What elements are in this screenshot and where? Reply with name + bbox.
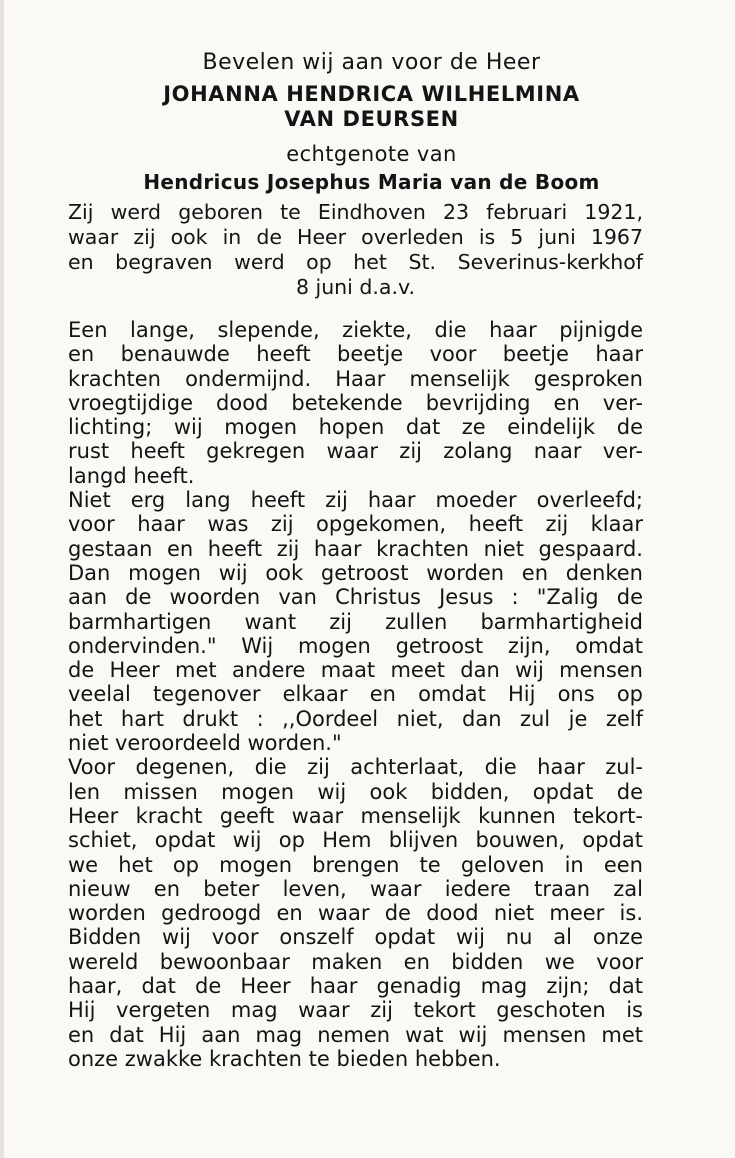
body-line: ondervinden." Wij mogen getroost zijn, omdat (68, 633, 643, 658)
body-line: Een lange, slepende, ziekte, die haar pijnigde (68, 318, 643, 342)
body-line: voor haar was zij opgekomen, heeft zij klaar (68, 512, 643, 537)
body-line: veelal tegenover elkaar en omdat Hij ons op (68, 682, 643, 707)
body-text (68, 318, 643, 1071)
body-line: onze zwakke krachten te bieden hebben. (68, 1046, 501, 1071)
dates-line: en begraven werd op het St. Severinus-kerkhof (68, 250, 643, 274)
body-line: krachten ondermijnd. Haar menselijk gesproken (68, 366, 643, 391)
body-line: en dat Hij aan mag nemen wat wij mensen met (68, 1022, 643, 1047)
body-line: haar, dat de Heer haar genadig mag zijn; dat (68, 974, 643, 999)
deceased-name-line-1: JOHANNA HENDRICA WILHELMINA (163, 82, 580, 106)
body-line: nieuw en beter leven, waar iedere traan zal (68, 876, 643, 901)
body-line: Niet erg lang heeft zij haar moeder overleefd; (68, 488, 643, 513)
deceased-name (4, 82, 735, 132)
body-line: langd heeft. (68, 463, 195, 488)
dates-line: 8 juni d.a.v. (295, 275, 416, 299)
dates-line: Zij werd geboren te Eindhoven 23 februari 1921, (68, 200, 643, 224)
body-line: we het op mogen brengen te geloven in een (68, 852, 643, 877)
body-line: Bidden wij voor onszelf opdat wij nu al onze (68, 925, 643, 950)
dates-paragraph (68, 200, 643, 300)
body-line: schiet, opdat wij op Hem blijven bouwen, opdat (68, 828, 643, 853)
body-line: het hart drukt : ,,Oordeel niet, dan zul je zelf (68, 706, 643, 731)
intro-line: Bevelen wij aan voor de Heer (202, 50, 541, 75)
body-line: de Heer met andere maat meet dan wij mensen (68, 658, 643, 683)
body-line: Heer kracht geeft waar menselijk kunnen tekort- (68, 803, 643, 828)
dates-line: waar zij ook in de Heer overleden is 5 juni 1967 (68, 225, 643, 249)
body-line: len missen mogen wij ook bidden, opdat de (68, 779, 643, 804)
body-line: worden gedroogd en waar de dood niet meer is. (68, 901, 643, 926)
body-line: Dan mogen wij ook getroost worden en denken (68, 560, 643, 585)
body-line: aan de woorden van Christus Jesus : "Zalig de (68, 585, 643, 610)
spouse-intro: echtgenote van (286, 142, 457, 166)
body-line: lichting; wij mogen hopen dat ze eindelijk de (68, 415, 643, 440)
body-line: niet veroordeeld worden." (68, 731, 342, 756)
body-line: gestaan en heeft zij haar krachten niet gespaard. (68, 536, 643, 561)
body-line: rust heeft gekregen waar zij zolang naar ver- (68, 439, 643, 464)
body-line: vroegtijdige dood betekende bevrijding en ver- (68, 390, 643, 415)
body-line: barmhartigen want zij zullen barmhartigheid (68, 609, 643, 634)
body-line: Voor degenen, die zij achterlaat, die haar zul- (68, 755, 643, 780)
body-line: Hij vergeten mag waar zij tekort geschoten is (68, 998, 643, 1023)
deceased-name-line-2: VAN DEURSEN (284, 107, 459, 131)
body-line: en benauwde heeft beetje voor beetje haar (68, 342, 643, 367)
body-line: wereld bewoonbaar maken en bidden we voor (68, 949, 643, 974)
spouse-name: Hendricus Josephus Maria van de Boom (143, 170, 600, 194)
